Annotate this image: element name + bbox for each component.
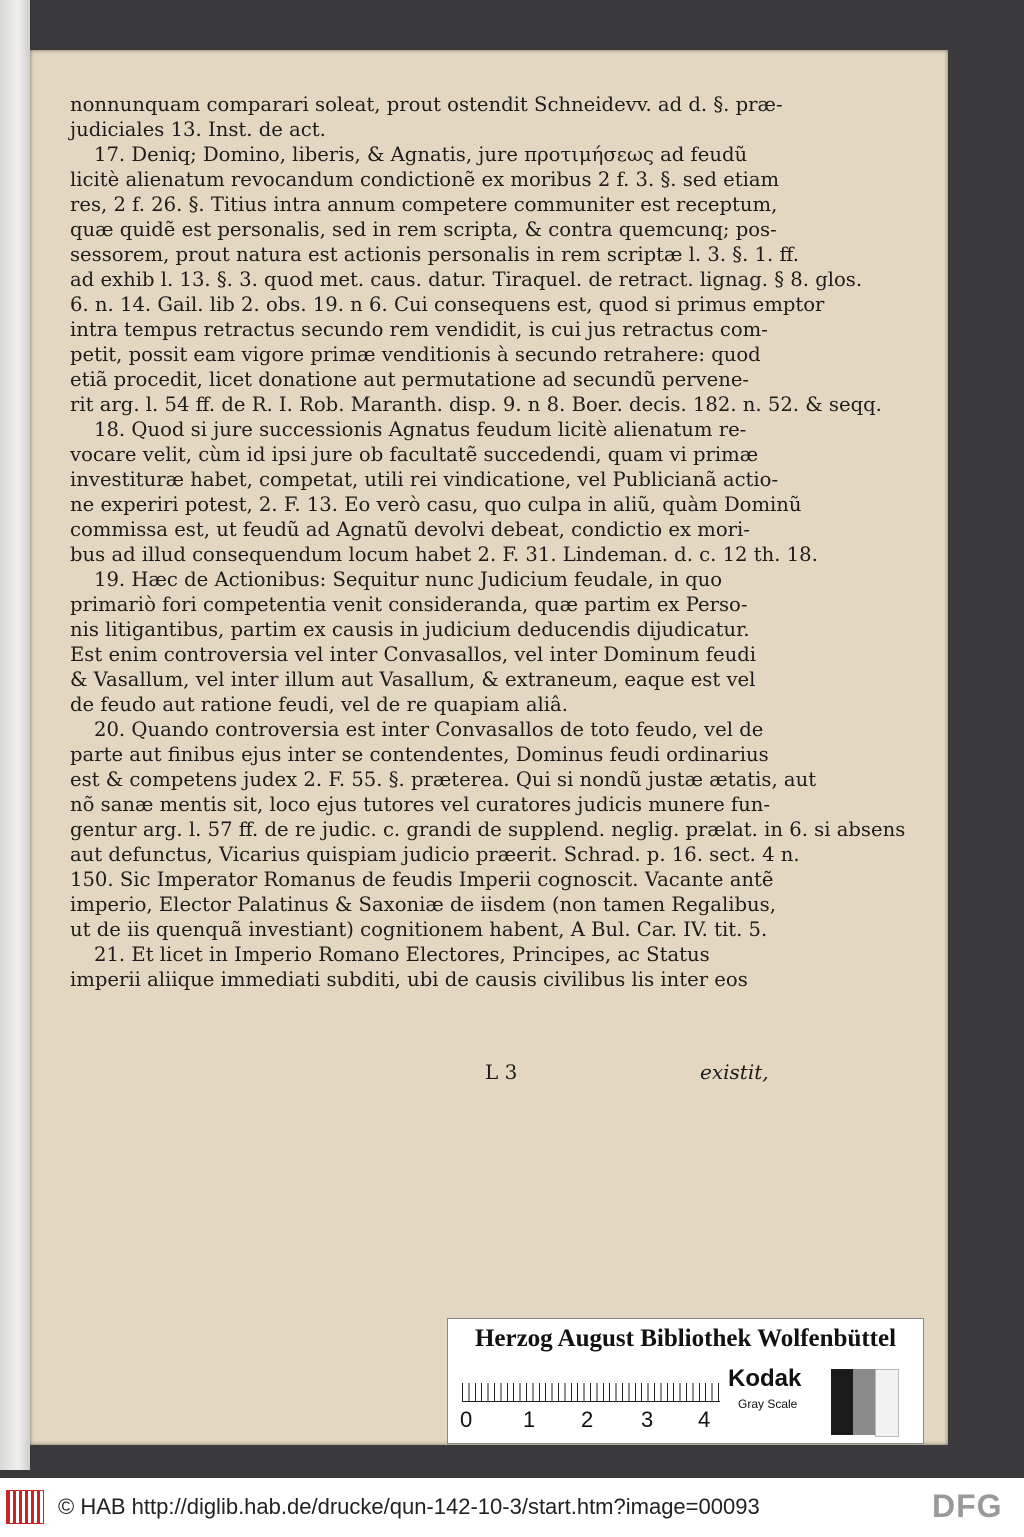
- text-line: aut defunctus, Vicarius quispiam judicio præerit. Schrad. p. 16. sect. 4 n.: [70, 843, 800, 866]
- text-line: ne experiri potest, 2. F. 13. Eo verò casu, quo culpa in aliũ, quàm Dominũ: [70, 493, 802, 516]
- library-color-card: [447, 1318, 924, 1444]
- copyright-url[interactable]: © HAB http://diglib.hab.de/drucke/qun-142-10-3/start.htm?image=00093: [58, 1494, 760, 1519]
- text-line: quæ quidẽ est personalis, sed in rem scripta, & contra quemcunq; pos-: [70, 218, 777, 241]
- text-line: & Vasallum, vel inter illum aut Vasallum, & extraneum, eaque est vel: [70, 668, 756, 691]
- text-line: licitè alienatum revocandum condictionẽ ex moribus 2 f. 3. §. sed etiam: [70, 168, 780, 191]
- signature-mark: L 3: [485, 1060, 518, 1084]
- text-line: 21. Et licet in Imperio Romano Electores, Principes, ac Status: [94, 943, 710, 966]
- catchword: existit,: [700, 1060, 769, 1084]
- footer-bar: [0, 1478, 1024, 1537]
- library-name: Herzog August Bibliothek Wolfenbüttel: [474, 1325, 897, 1352]
- text-line: de feudo aut ratione feudi, vel de re quapiam aliâ.: [70, 693, 568, 716]
- text-line: commissa est, ut feudũ ad Agnatũ devolvi debeat, condictio ex mori-: [70, 518, 750, 541]
- scale-ruler: [462, 1363, 720, 1402]
- text-line: sessorem, prout natura est actionis personalis in rem scriptæ l. 3. §. 1. ff.: [70, 243, 799, 266]
- text-line: ut de iis quenquã investiant) cognitionem habent, A Bul. Car. IV. tit. 5.: [70, 918, 768, 941]
- white-swatch: [875, 1369, 899, 1437]
- gray-swatch: [853, 1369, 875, 1435]
- text-line: nis litigantibus, partim ex causis in judicium deducendis dijudicatur.: [70, 618, 750, 641]
- ruler-number: 4: [698, 1407, 711, 1432]
- text-line: imperio, Elector Palatinus & Saxoniæ de iisdem (non tamen Regalibus,: [70, 893, 776, 916]
- text-line: est & competens judex 2. F. 55. §. præterea. Qui si nondũ justæ ætatis, aut: [70, 768, 817, 791]
- text-line: petit, possit eam vigore primæ venditionis à secundo retrahere: quod: [70, 343, 761, 366]
- black-swatch: [831, 1369, 853, 1435]
- text-line: intra tempus retractus secundo rem vendidit, is cui jus retractus com-: [70, 318, 768, 341]
- text-line: 150. Sic Imperator Romanus de feudis Imperii cognoscit. Vacante antẽ: [70, 868, 774, 891]
- text-line: parte aut finibus ejus inter se contendentes, Dominus feudi ordinarius: [70, 743, 769, 766]
- text-line: ad exhib l. 13. §. 3. quod met. caus. datur. Tiraquel. de retract. lignag. § 8. glos.: [70, 268, 863, 291]
- text-line: vocare velit, cùm id ipsi jure ob facultatẽ succedendi, quam vi primæ: [70, 443, 759, 466]
- text-line: investituræ habet, competat, utili rei vindicatione, vel Publicianã actio-: [70, 468, 779, 491]
- dfg-logo: DFG: [932, 1488, 1003, 1524]
- text-line: etiã procedit, licet donatione aut permutatione ad secundũ pervene-: [70, 368, 750, 391]
- gray-scale-label: Gray Scale: [738, 1397, 798, 1411]
- ruler-number: 3: [641, 1407, 654, 1432]
- book-edge: [0, 0, 30, 1470]
- text-line: rit arg. l. 54 ff. de R. I. Rob. Maranth. disp. 9. n 8. Boer. decis. 182. n. 52. & seqq.: [70, 393, 882, 416]
- ruler-number: 2: [581, 1407, 594, 1432]
- kodak-logo: Kodak: [728, 1365, 802, 1392]
- text-line: 19. Hæc de Actionibus: Sequitur nunc Judicium feudale, in quo: [94, 568, 723, 591]
- page-text: [70, 92, 906, 992]
- text-line: 18. Quod si jure successionis Agnatus feudum licitè alienatum re-: [94, 418, 747, 441]
- ruler-number: 1: [523, 1407, 536, 1432]
- hab-logo-icon: [6, 1490, 44, 1524]
- text-line: 20. Quando controversia est inter Convasallos de toto feudo, vel de: [94, 718, 764, 741]
- text-line: nõ sanæ mentis sit, loco ejus tutores vel curatores judicis munere fun-: [70, 793, 771, 816]
- text-line: res, 2 f. 26. §. Titius intra annum competere communiter est receptum,: [70, 193, 778, 216]
- text-line: 17. Deniq; Domino, liberis, & Agnatis, jure προτιμήσεως ad feudũ: [94, 143, 748, 166]
- text-line: bus ad illud consequendum locum habet 2. F. 31. Lindeman. d. c. 12 th. 18.: [70, 543, 818, 566]
- text-line: gentur arg. l. 57 ff. de re judic. c. grandi de supplend. neglig. prælat. in 6. si absens: [70, 818, 906, 841]
- text-line: judiciales 13. Inst. de act.: [70, 118, 326, 141]
- scanned-page: [30, 50, 948, 1445]
- text-line: primariò fori competentia venit consideranda, quæ partim ex Perso-: [70, 593, 748, 616]
- text-line: 6. n. 14. Gail. lib 2. obs. 19. n 6. Cui consequens est, quod si primus emptor: [70, 293, 825, 316]
- text-line: imperii aliique immediati subditi, ubi de causis civilibus lis inter eos: [70, 968, 748, 991]
- ruler-number: 0: [460, 1407, 473, 1432]
- text-line: nonnunquam comparari soleat, prout ostendit Schneidevv. ad d. §. præ-: [70, 93, 783, 116]
- text-line: Est enim controversia vel inter Convasallos, vel inter Dominum feudi: [70, 643, 757, 666]
